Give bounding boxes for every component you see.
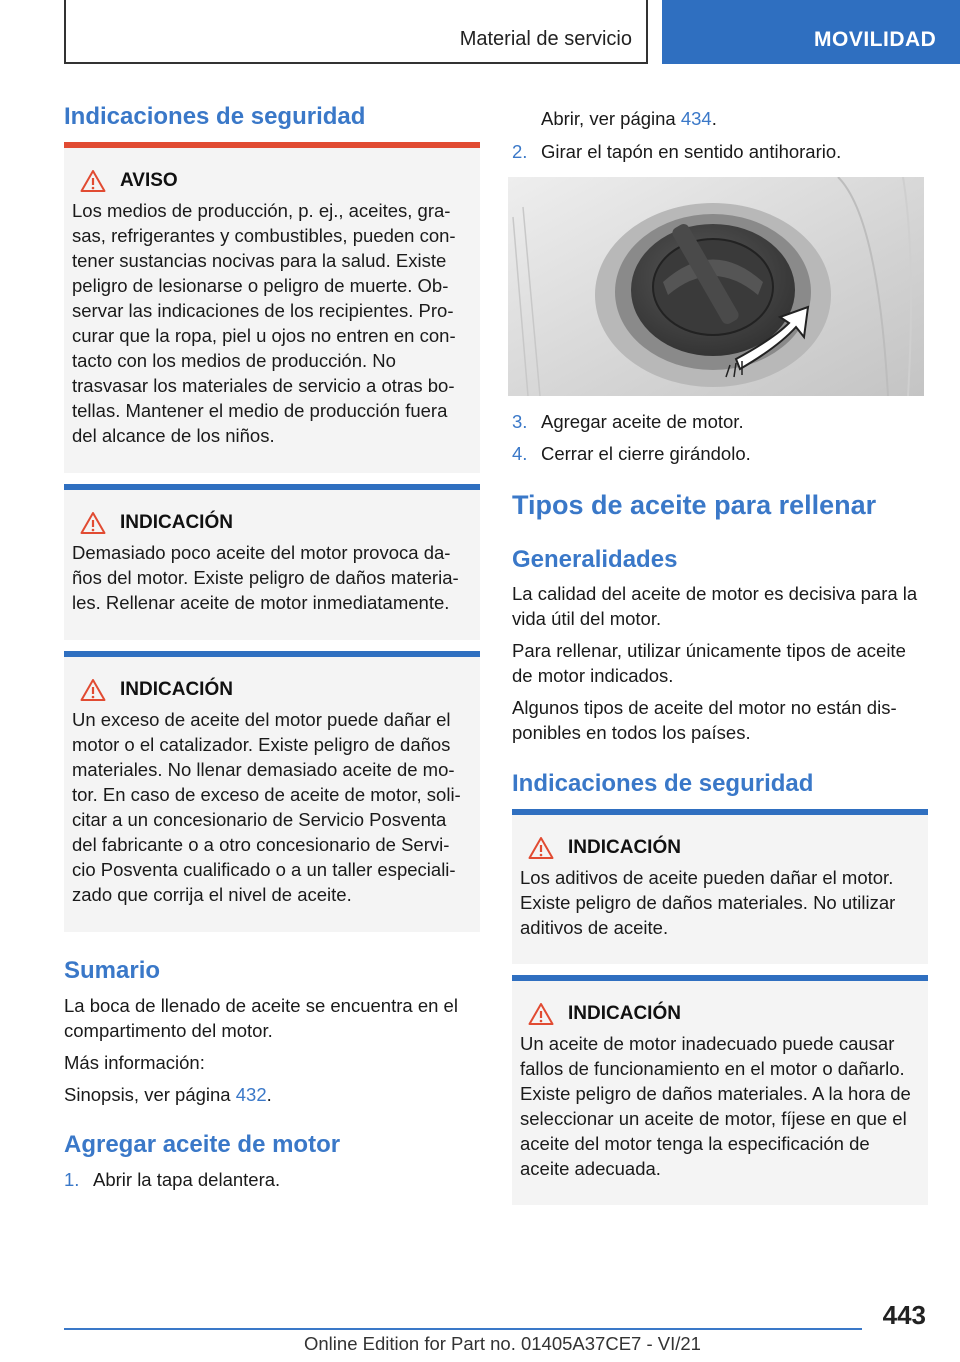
- step-number: 2.: [512, 141, 528, 162]
- step-text: Cerrar el cierre girándolo.: [541, 443, 751, 464]
- paragraph-line: La calidad del aceite de motor es decisiva para la: [512, 583, 918, 604]
- notice-indicacion-1: [64, 484, 480, 640]
- general-paragraph: [512, 638, 906, 688]
- synopsis-reference: [64, 1082, 272, 1107]
- heading-add-oil: Agregar aceite de motor: [64, 1131, 341, 1158]
- notice-line: curar que la ropa, piel u ojos no entren en con-: [72, 325, 456, 346]
- notice-line: aceite del motor tenga la especificación de: [520, 1133, 870, 1154]
- notice-title: INDICACIÓN: [568, 837, 681, 858]
- general-paragraph: [512, 581, 917, 631]
- heading-safety-right: Indicaciones de seguridad: [512, 770, 814, 797]
- notice-line: zado que corrija el nivel de aceite.: [72, 884, 352, 905]
- notice-line: del alcance de los niños.: [72, 425, 275, 446]
- notice-body: [520, 1031, 920, 1181]
- notice-line: aceite adecuada.: [520, 1158, 661, 1179]
- notice-line: Demasiado poco aceite del motor provoca da-: [72, 542, 451, 563]
- notice-line: les. Rellenar aceite de motor inmediatamente.: [72, 592, 450, 613]
- paragraph-line: Algunos tipos de aceite del motor no están dis-: [512, 697, 897, 718]
- general-paragraph: [512, 695, 897, 745]
- footer-edition: Online Edition for Part no. 01405A37CE7 - VI/21: [304, 1333, 701, 1354]
- notice-line: aditivos de aceite.: [520, 917, 669, 938]
- notice-title: INDICACIÓN: [568, 1003, 681, 1024]
- warning-triangle-icon: [528, 836, 554, 860]
- summary-paragraph: [64, 993, 458, 1043]
- heading-summary: Sumario: [64, 957, 161, 984]
- step-number: 3.: [512, 411, 528, 432]
- notice-aviso: [64, 142, 480, 473]
- step-text: Girar el tapón en sentido antihorario.: [541, 141, 842, 162]
- open-end: .: [711, 108, 717, 129]
- oil-cap-icon: [508, 177, 924, 396]
- notice-line: del fabricante o a otro concesionario de Servi-: [72, 834, 450, 855]
- summary-line: compartimento del motor.: [64, 1020, 273, 1041]
- notice-title: INDICACIÓN: [120, 679, 233, 700]
- list-item: [512, 409, 928, 435]
- notice-line: trasvasar los materiales de servicio a otras bo-: [72, 375, 455, 396]
- notice-title-row: [80, 510, 472, 536]
- notice-line: fallos de funcionamiento en el motor o dañarlo.: [520, 1058, 905, 1079]
- heading-general: Generalidades: [512, 546, 678, 573]
- notice-line: servar las indicaciones de los recipientes. Pro-: [72, 300, 454, 321]
- heading-oil-types: Tipos de aceite para rellenar: [512, 490, 877, 520]
- notice-line: Un aceite de motor inadecuado puede causar: [520, 1033, 895, 1054]
- list-item: [512, 139, 928, 165]
- notice-line: Un exceso de aceite del motor puede dañar el: [72, 709, 451, 730]
- notice-line: ños del motor. Existe peligro de daños materia-: [72, 567, 459, 588]
- notice-line: motor o el catalizador. Existe peligro de daños: [72, 734, 451, 755]
- notice-line: Los aditivos de aceite pueden dañar el motor.: [520, 867, 894, 888]
- notice-line: Existe peligro de daños materiales. A la hora de: [520, 1083, 911, 1104]
- open-text: Abrir, ver página: [541, 108, 681, 129]
- footer-divider: [64, 1328, 862, 1330]
- oil-cap-illustration: [508, 177, 924, 396]
- list-item: [64, 1167, 480, 1193]
- more-info-label: Más información:: [64, 1052, 205, 1073]
- paragraph-line: Para rellenar, utilizar únicamente tipos de aceite: [512, 640, 906, 661]
- notice-body: [72, 198, 472, 448]
- paragraph-line: de motor indicados.: [512, 665, 674, 686]
- notice-title-row: [528, 1001, 920, 1027]
- synopsis-page-link[interactable]: 432: [235, 1084, 267, 1105]
- open-reference: [541, 106, 717, 131]
- warning-triangle-icon: [80, 511, 106, 535]
- open-page-link[interactable]: 434: [680, 108, 712, 129]
- notice-title: AVISO: [120, 170, 178, 191]
- header-section-box: [64, 0, 648, 64]
- notice-title-row: [80, 677, 472, 703]
- paragraph-line: vida útil del motor.: [512, 608, 662, 629]
- heading-safety-left: Indicaciones de seguridad: [64, 103, 366, 130]
- warning-triangle-icon: [80, 678, 106, 702]
- paragraph-line: ponibles en todos los países.: [512, 722, 751, 743]
- notice-title-row: [528, 835, 920, 861]
- warning-triangle-icon: [528, 1002, 554, 1026]
- synopsis-end: .: [266, 1084, 272, 1105]
- synopsis-text: Sinopsis, ver página: [64, 1084, 236, 1105]
- notice-line: materiales. No llenar demasiado aceite de mo-: [72, 759, 455, 780]
- notice-body: [72, 707, 472, 907]
- notice-line: Existe peligro de daños materiales. No utilizar: [520, 892, 896, 913]
- warning-triangle-icon: [80, 169, 106, 193]
- notice-indicacion-3: [512, 809, 928, 964]
- notice-indicacion-4: [512, 975, 928, 1205]
- notice-line: Los medios de producción, p. ej., aceites, gra-: [72, 200, 451, 221]
- notice-title: INDICACIÓN: [120, 512, 233, 533]
- notice-line: seleccionar un aceite de motor, fíjese en que el: [520, 1108, 907, 1129]
- notice-line: sas, refrigerantes y combustibles, pueden con-: [72, 225, 456, 246]
- summary-line: La boca de llenado de aceite se encuentra en el: [64, 995, 458, 1016]
- notice-line: tener sustancias nocivas para la salud. Existe: [72, 250, 447, 271]
- step-text: Agregar aceite de motor.: [541, 411, 744, 432]
- page-number: 443: [882, 1300, 926, 1330]
- notice-line: peligro de lesionarse o peligro de muerte. Ob-: [72, 275, 449, 296]
- step-text: Abrir la tapa delantera.: [93, 1169, 281, 1190]
- notice-body: [72, 540, 472, 615]
- notice-line: citar a un concesionario de Servicio Posventa: [72, 809, 447, 830]
- notice-line: tellas. Mantener el medio de producción fuera: [72, 400, 448, 421]
- notice-line: tor. En caso de exceso de aceite de motor, soli-: [72, 784, 461, 805]
- notice-body: [520, 865, 920, 940]
- notice-line: tacto con los medios de producción. No: [72, 350, 396, 371]
- notice-line: cio Posventa cualificado o a un taller especiali-: [72, 859, 456, 880]
- step-number: 1.: [64, 1169, 80, 1190]
- header-section-title: Material de servicio: [459, 28, 632, 50]
- header-tab-movilidad[interactable]: MOVILIDAD: [662, 0, 960, 64]
- notice-title-row: [80, 168, 472, 194]
- notice-indicacion-2: [64, 651, 480, 932]
- step-number: 4.: [512, 443, 528, 464]
- list-item: [512, 441, 928, 467]
